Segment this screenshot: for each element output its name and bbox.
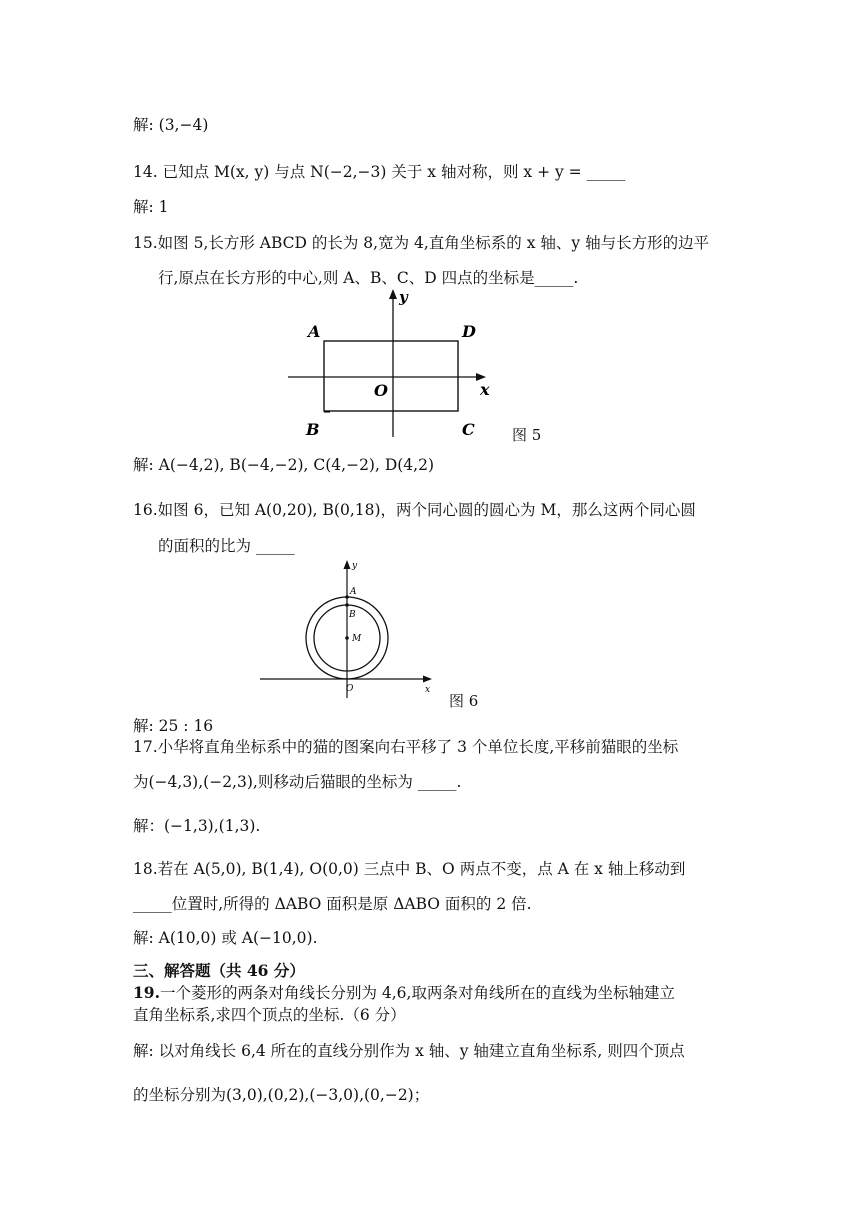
fig5-label-x: x — [480, 380, 490, 399]
figure-5-caption: 图 5 — [512, 426, 542, 444]
fig6-y-arrow — [344, 560, 351, 569]
solution-17: 解：(−1,3),(1,3). — [133, 817, 261, 835]
fig5-label-D: D — [462, 322, 476, 341]
fig5-label-B: B — [306, 420, 320, 439]
fig5-label-A: A — [308, 322, 321, 341]
fig6-label-B: B — [349, 610, 356, 620]
question-19-line-2: 直角坐标系,求四个顶点的坐标.（6 分） — [133, 1006, 406, 1024]
figure-6 — [258, 558, 448, 703]
fig6-label-O: O — [346, 684, 354, 694]
fig6-point-M — [345, 636, 349, 640]
question-19-line-1 — [133, 983, 675, 1003]
fig6-label-y: y — [352, 561, 358, 571]
fig6-label-A: A — [350, 587, 357, 597]
fig6-x-arrow — [423, 676, 432, 683]
fig6-label-x: x — [425, 685, 431, 695]
question-17-line-2: 为(−4,3),(−2,3),则移动后猫眼的坐标为 _____. — [133, 773, 462, 791]
figure-5 — [280, 285, 500, 445]
fig5-rectangle — [324, 341, 458, 411]
solution-16: 解: 25 : 16 — [133, 717, 214, 735]
fig5-label-C: C — [462, 420, 475, 439]
question-18-line-2: _____位置时,所得的 ΔABO 面积是原 ΔABO 面积的 2 倍. — [133, 895, 532, 913]
fig6-point-A — [345, 595, 349, 599]
fig6-label-M: M — [352, 634, 362, 644]
solution-15: 解: A(−4,2), B(−4,−2), C(4,−2), D(4,2) — [133, 456, 435, 474]
fig5-label-y: y — [399, 288, 408, 306]
question-18-line-1: 18.若在 A(5,0), B(1,4), O(0,0) 三点中 B、O 两点不变，点 A 在 x 轴上移动到 — [133, 860, 686, 878]
question-16-line-2: 的面积的比为 _____ — [158, 537, 295, 555]
question-19-number: 19. — [133, 983, 160, 1002]
fig6-point-B — [345, 603, 349, 607]
fig5-y-arrow — [389, 289, 397, 299]
question-15-line-2: 行,原点在长方形的中心,则 A、B、C、D 四点的坐标是_____. — [158, 269, 579, 287]
question-15-line-1: 15.如图 5,长方形 ABCD 的长为 8,宽为 4,直角坐标系的 x 轴、y 轴与长方形的边平 — [133, 234, 710, 252]
solution-14: 解: 1 — [133, 198, 169, 216]
section-3-heading: 三、解答题（共 46 分） — [133, 961, 305, 980]
question-17-line-1: 17.小华将直角坐标系中的猫的图案向右平移了 3 个单位长度,平移前猫眼的坐标 — [133, 738, 679, 756]
figure-6-caption: 图 6 — [449, 692, 479, 710]
solution-18: 解: A(10,0) 或 A(−10,0). — [133, 929, 318, 947]
solution-19-line-1: 解: 以对角线长 6,4 所在的直线分别作为 x 轴、y 轴建立直角坐标系, 则四个顶点 — [133, 1042, 685, 1060]
solution-19-line-2: 的坐标分别为(3,0),(0,2),(−3,0),(0,−2)； — [133, 1086, 430, 1104]
fig5-label-O: O — [374, 381, 388, 400]
solution-13: 解: (3,−4) — [133, 116, 209, 134]
question-16-line-1: 16.如图 6，已知 A(0,20), B(0,18)，两个同心圆的圆心为 M，那么这两个同心圆 — [133, 501, 696, 519]
question-19-text: 一个菱形的两条对角线长分别为 4,6,取两条对角线所在的直线为坐标轴建立 — [159, 984, 675, 1002]
question-14: 14. 已知点 M(x, y) 与点 N(−2,−3) 关于 x 轴对称，则 x + y = _____ — [133, 163, 626, 181]
